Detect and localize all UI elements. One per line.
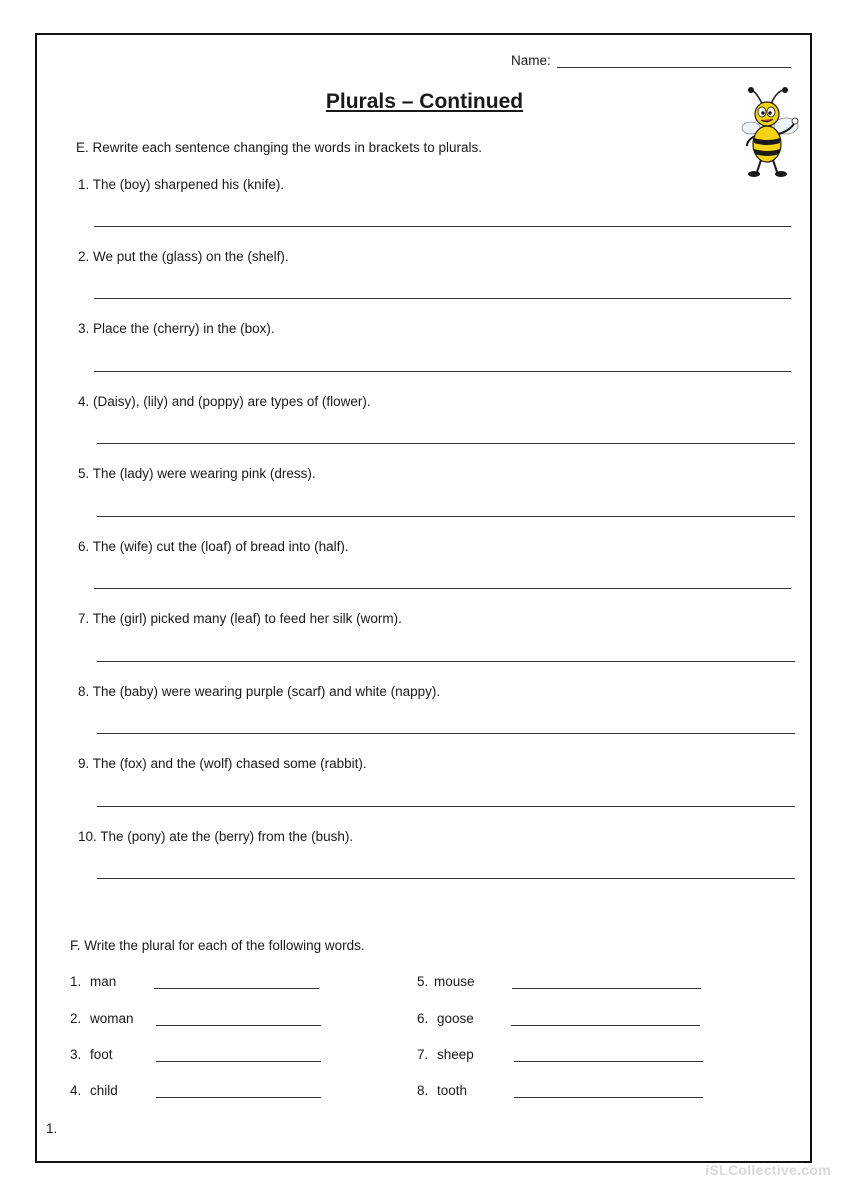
sentence-item: 4. (Daisy), (lily) and (poppy) are types of (flower). [78,394,371,409]
plural-answer-line[interactable] [154,988,319,989]
page-border [35,33,812,1163]
word-item: man [90,974,117,989]
word-item: child [90,1083,118,1098]
answer-line[interactable] [94,298,791,299]
page-number: 1. [46,1121,58,1136]
sentence-item: 5. The (lady) were wearing pink (dress). [78,466,316,481]
plural-answer-line[interactable] [512,988,701,989]
answer-line[interactable] [97,733,795,734]
word-item: sheep [437,1047,474,1062]
answer-line[interactable] [97,516,795,517]
word-number: 8. [417,1083,429,1098]
sentence-item: 7. The (girl) picked many (leaf) to feed her silk (worm). [78,611,402,626]
answer-line[interactable] [94,588,791,589]
word-number: 2. [70,1011,82,1026]
word-item: mouse [434,974,475,989]
sentence-item: 10. The (pony) ate the (berry) from the (bush). [78,829,354,844]
word-item: goose [437,1011,474,1026]
answer-line[interactable] [97,661,795,662]
answer-line[interactable] [94,371,791,372]
answer-line[interactable] [97,806,795,807]
sentence-item: 3. Place the (cherry) in the (box). [78,321,275,336]
sentence-item: 6. The (wife) cut the (loaf) of bread into (half). [78,539,349,554]
sentence-item: 8. The (baby) were wearing purple (scarf) and white (nappy). [78,684,441,699]
word-number: 4. [70,1083,82,1098]
plural-answer-line[interactable] [514,1061,703,1062]
sentence-item: 1. The (boy) sharpened his (knife). [78,177,285,192]
answer-line[interactable] [97,878,795,879]
word-number: 5. [417,974,429,989]
name-field-line[interactable] [557,67,791,68]
word-number: 1. [70,974,82,989]
sentence-item: 2. We put the (glass) on the (shelf). [78,249,289,264]
plural-answer-line[interactable] [511,1025,700,1026]
section-e-instruction: E. Rewrite each sentence changing the words in brackets to plurals. [76,140,482,155]
section-f-instruction: F. Write the plural for each of the following words. [70,938,365,953]
plural-answer-line[interactable] [514,1097,703,1098]
name-label: Name: [511,53,551,68]
word-item: woman [90,1011,134,1026]
sentence-item: 9. The (fox) and the (wolf) chased some (rabbit). [78,756,367,771]
plural-answer-line[interactable] [156,1025,321,1026]
page-title: Plurals – Continued [325,90,524,113]
word-item: tooth [437,1083,468,1098]
word-number: 7. [417,1047,429,1062]
answer-line[interactable] [97,443,795,444]
word-number: 6. [417,1011,429,1026]
word-number: 3. [70,1047,82,1062]
answer-line[interactable] [94,226,791,227]
bee-mascot-icon [741,84,803,180]
plural-answer-line[interactable] [156,1061,321,1062]
plural-answer-line[interactable] [156,1097,321,1098]
watermark: iSLCollective.com [705,1162,831,1178]
word-item: foot [90,1047,113,1062]
